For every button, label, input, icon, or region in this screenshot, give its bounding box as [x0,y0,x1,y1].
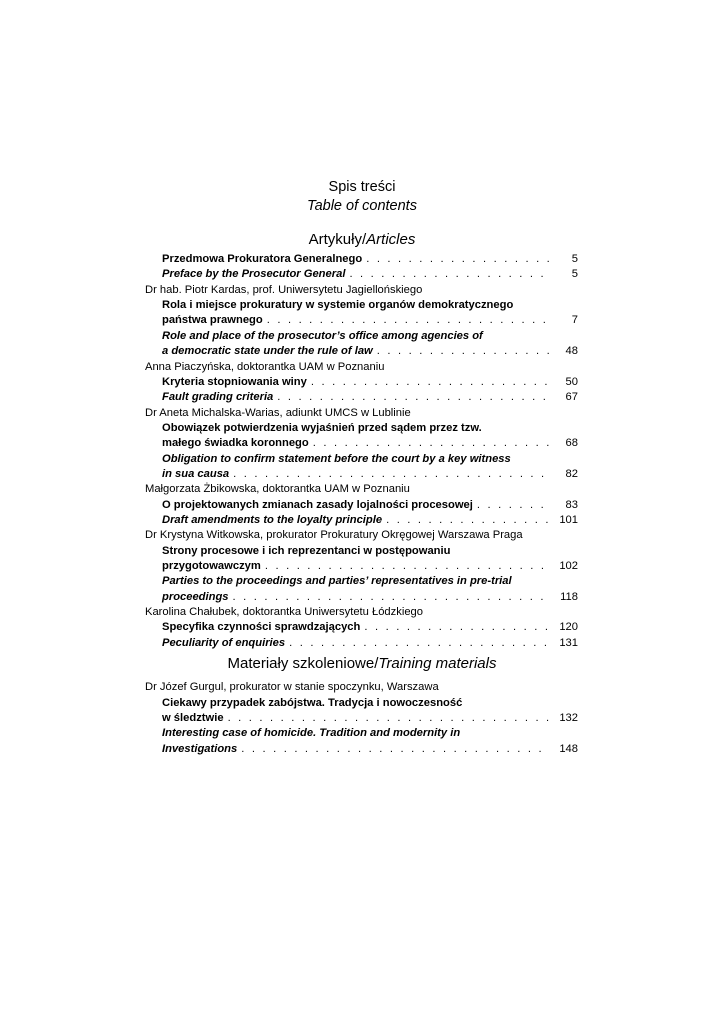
toc-entry-title-line: Obowiązek potwierdzenia wyjaśnień przed sądem przez tzw. [162,421,482,434]
toc-entry-title: Kryteria stopniowania winy [162,375,307,388]
toc-entry [162,636,578,651]
toc-page-number: 118 [560,590,578,603]
toc-author: Dr hab. Piotr Kardas, prof. Uniwersytetu Jagiellońskiego [145,283,423,296]
dot-leader [473,498,550,513]
toc-page-number: 120 [559,621,578,634]
toc-page-number: 50 [565,375,578,388]
dot-leader [237,742,550,757]
dot-leader [360,620,550,635]
toc-entry-title: Przedmowa Prokuratora Generalnego [162,253,363,265]
toc-page-number: 7 [571,314,578,327]
toc-entry-title: przygotowawczym [162,560,261,572]
toc-author: Dr Aneta Michalska-Warias, adiunkt UMCS w Lublinie [145,406,411,419]
toc-entry-title: Peculiarity of enquiries [162,636,286,649]
toc-entry [162,513,578,528]
dot-leader [362,252,550,267]
toc-entry [162,590,578,605]
toc-author: Dr Krystyna Witkowska, prokurator Prokuratury Okręgowej Warszawa Praga [145,529,523,542]
dot-leader [229,590,550,605]
section-heading-training [0,655,724,673]
toc-entry [162,313,578,328]
dot-leader [229,467,550,482]
toc-entry [162,436,578,451]
toc-entry-title-line: Parties to the proceedings and parties’ representatives in pre-trial [162,575,512,588]
toc-entry-title: a democratic state under the rule of law [162,345,373,358]
dot-leader [273,390,550,405]
section-articles-pl: Artykuły/ [308,231,367,248]
toc-entry-title-line: Interesting case of homicide. Tradition and modernity in [162,727,461,740]
toc-entry [162,375,578,390]
toc-entry-title: Specyfika czynności sprawdzających [162,621,361,634]
toc-entry-title-line: Obligation to confirm statement before the court by a key witness [162,452,511,465]
toc-entry-title-line: Rola i miejsce prokuratury w systemie organów demokratycznego [162,299,514,312]
section-training-en: Training materials [378,655,497,673]
dot-leader [307,375,550,390]
toc-entry-title: w śledztwie [162,711,224,724]
toc-entry-title-line: Strony procesowe i ich reprezentanci w postępowaniu [162,544,451,557]
toc-page-number: 48 [565,345,578,358]
toc-entry [162,467,578,482]
toc-entry [162,559,578,574]
toc-entry-title-line: Ciekawy przypadek zabójstwa. Tradycja i nowoczesność [162,696,463,709]
toc-entry [162,498,578,513]
dot-leader [373,344,550,359]
toc-entry-title: państwa prawnego [162,314,263,327]
toc-entry-title-line: Role and place of the prosecutor’s office among agencies of [162,329,483,342]
toc-entry [162,742,578,757]
toc-entry-title: Preface by the Prosecutor General [162,268,346,281]
toc-entry [162,267,578,282]
toc-entry [162,711,578,726]
toc-author: Małgorzata Żbikowska, doktorantka UAM w Poznaniu [145,483,410,496]
toc-page-number: 132 [559,711,578,724]
section-training-pl: Materiały szkoleniowe/ [227,655,379,673]
section-articles-en: Articles [366,231,416,248]
toc-page-number: 67 [565,391,578,404]
page-title: Spis treści [328,179,396,195]
toc-author: Anna Piaczyńska, doktorantka UAM w Poznaniu [145,360,385,373]
toc-entry-title: małego świadka koronnego [162,437,309,450]
dot-leader [382,513,550,528]
dot-leader [285,636,550,651]
toc-page-number: 82 [565,467,578,480]
toc-entry [162,252,578,267]
section-heading-articles [0,231,724,249]
toc-entry [162,390,578,405]
toc-entry-title: Investigations [162,742,238,755]
toc-entry [162,344,578,359]
toc-entry [162,620,578,635]
dot-leader [309,436,550,451]
toc-entry-title: Draft amendments to the loyalty principle [162,514,383,526]
toc-page-number: 5 [571,268,578,281]
toc-page-number: 102 [559,560,578,572]
toc-author: Dr Józef Gurgul, prokurator w stanie spoczynku, Warszawa [145,681,439,694]
dot-leader [345,267,550,282]
page-subtitle: Table of contents [307,198,417,214]
toc-author: Karolina Chałubek, doktorantka Uniwersytetu Łódzkiego [145,606,423,619]
toc-page-number: 68 [565,437,578,450]
dot-leader [263,313,550,328]
toc-page-number: 131 [559,636,578,649]
toc-page-number: 5 [571,253,578,265]
toc-entry-title: proceedings [162,590,229,603]
dot-leader [261,559,550,574]
toc-entry-title: O projektowanych zmianach zasady lojalności procesowej [162,498,473,511]
toc-entry-title: in sua causa [162,467,230,480]
toc-page-number: 148 [559,742,578,755]
toc-page-number: 83 [565,498,578,511]
dot-leader [224,711,550,726]
toc-entry-title: Fault grading criteria [162,391,274,404]
toc-page-number: 101 [559,514,578,526]
